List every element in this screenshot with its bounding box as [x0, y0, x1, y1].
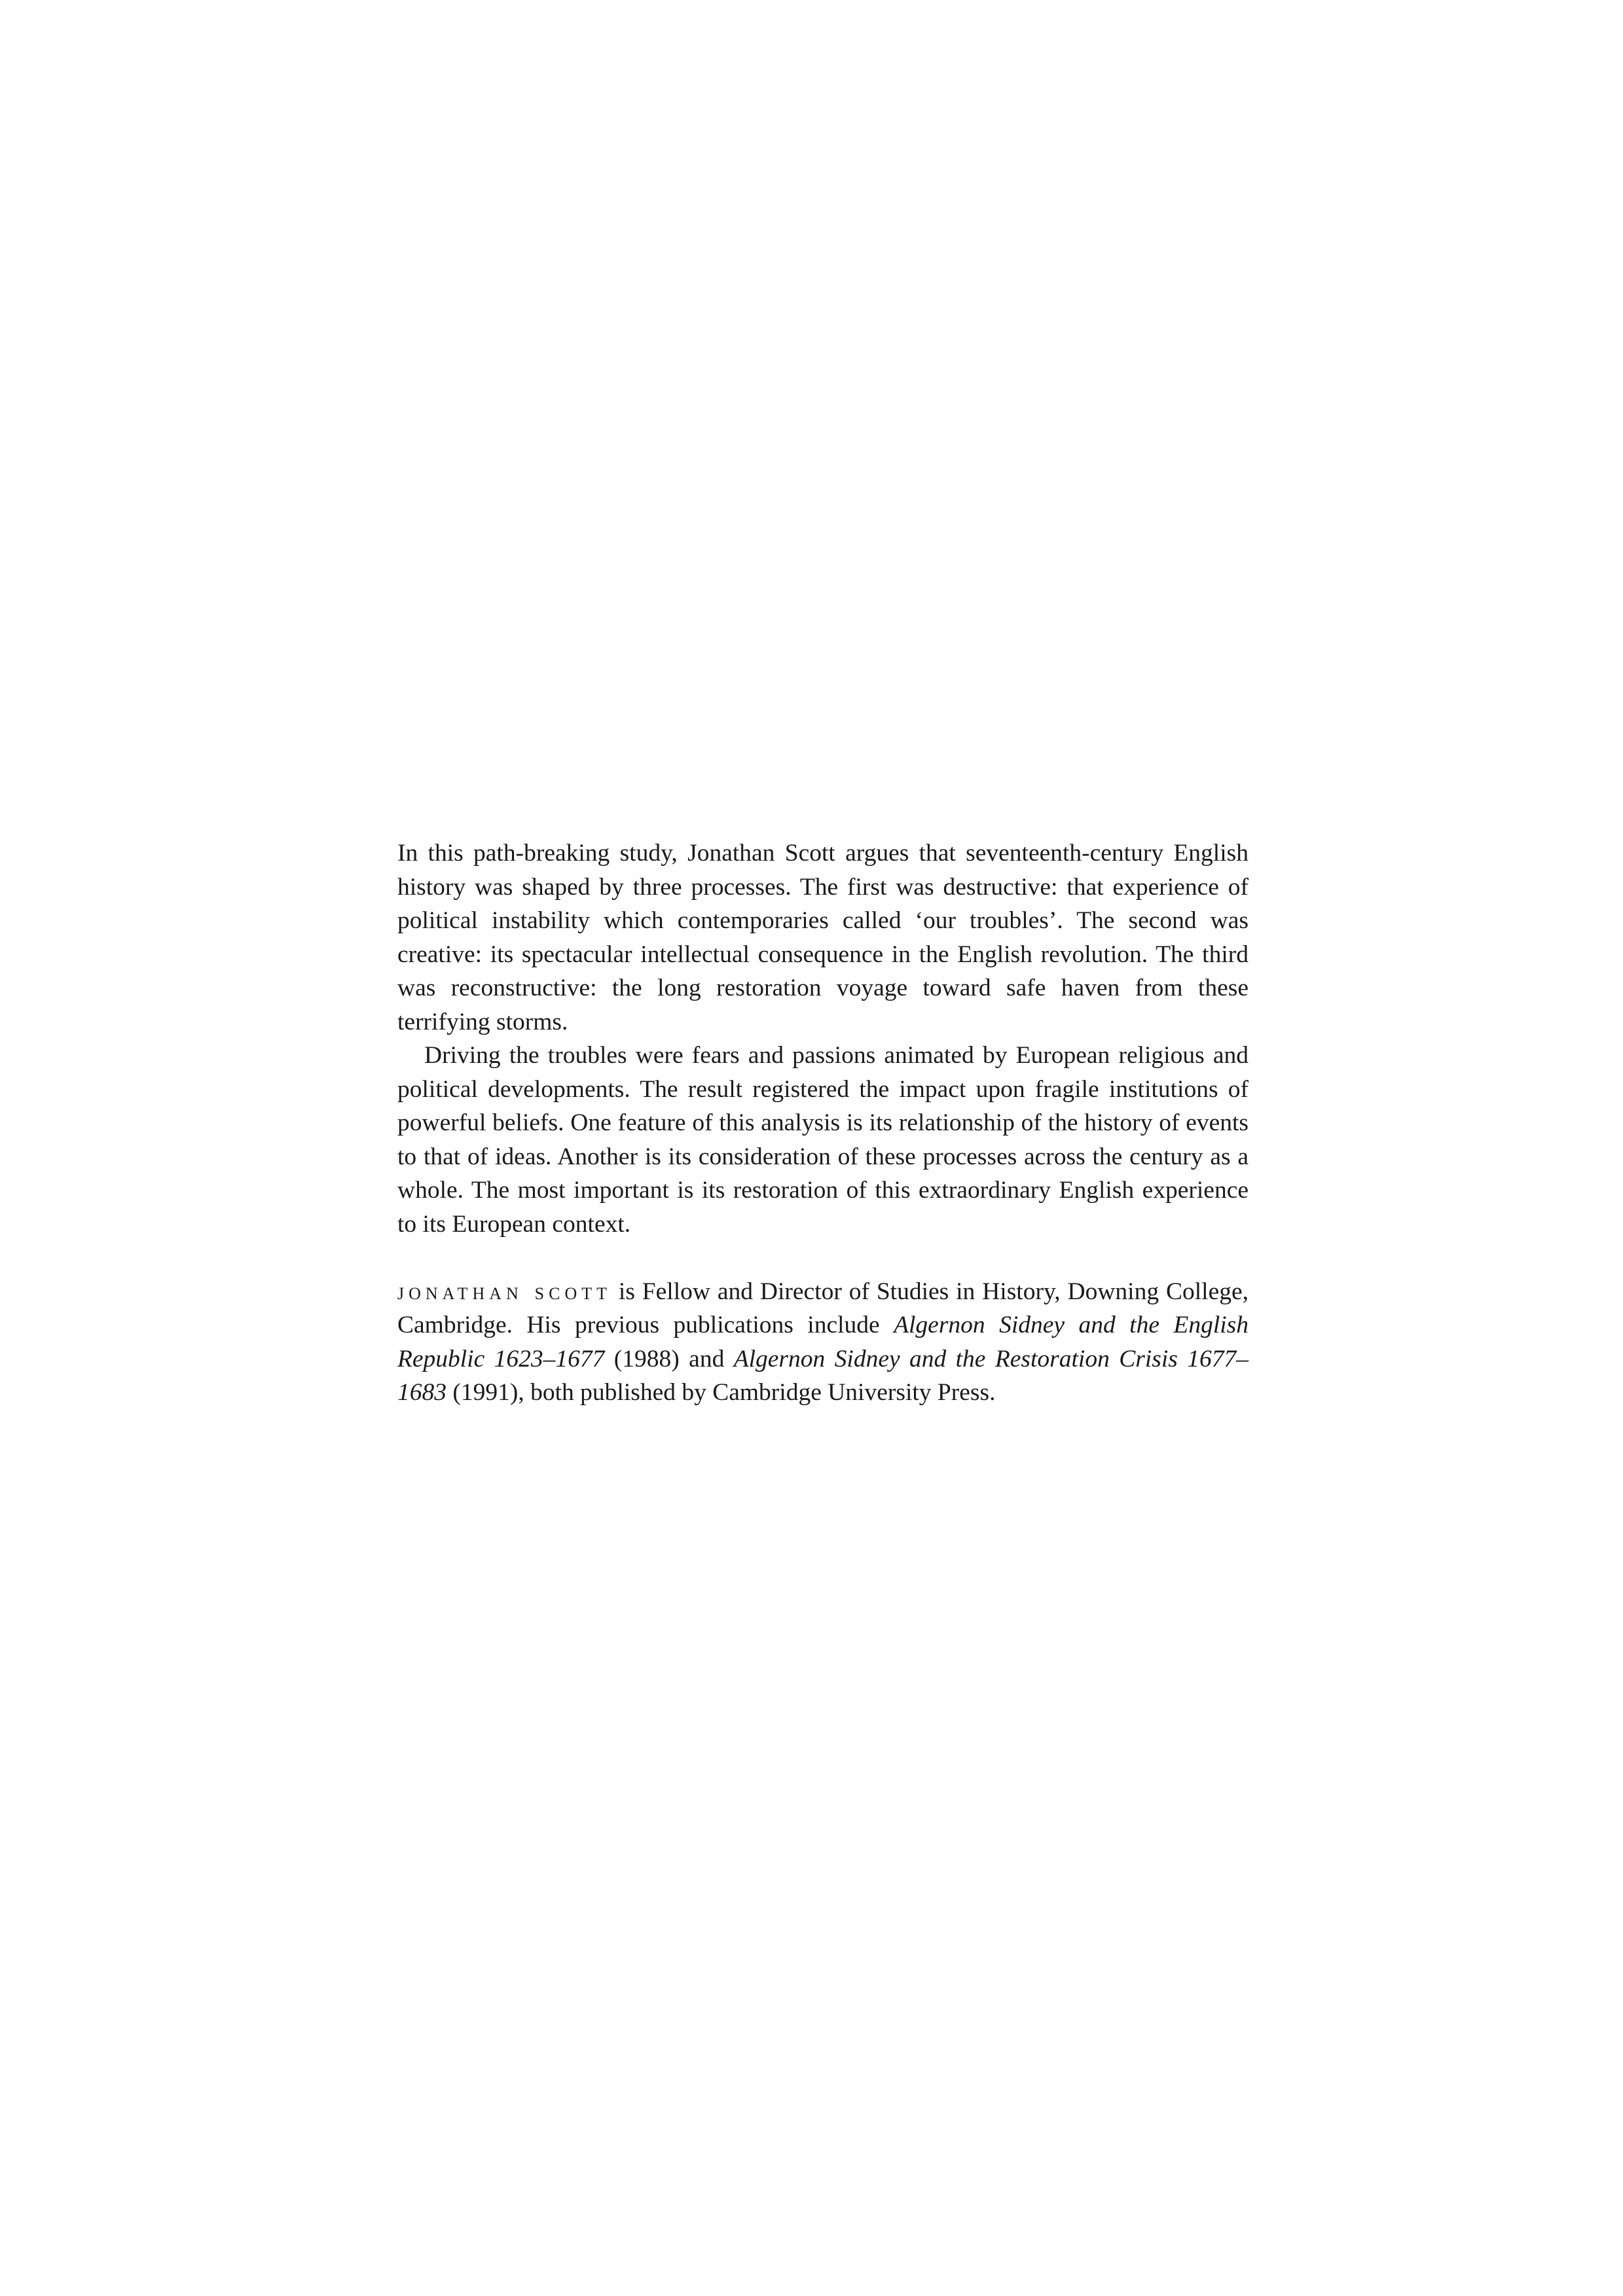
author-bio-text-2: (1988) and: [604, 1345, 734, 1372]
blurb-paragraph-1: In this path-breaking study, Jonathan Scott argues that seventeenth-century English history was shaped by three processes. The first was destructive: that experience of political instability which contemporaries called ‘our troubles’. The second was creative: its spectacular intellectual consequence in the English revolution. The third was reconstructive: the long restoration voyage toward safe haven from these terrifying storms.: [397, 840, 1249, 1035]
author-name: jonathan scott: [397, 1278, 612, 1305]
author-bio-text-3: (1991), both published by Cambridge University Press.: [447, 1379, 996, 1406]
author-bio-text-1: is Fellow and Director of Studies in History, Downing College, Cambridge. His previous publications include: [397, 1278, 1249, 1338]
author-bio: [397, 1275, 1249, 1410]
blurb-paragraph-2: Driving the troubles were fears and passions animated by European religious and political developments. The result registered the impact upon fragile institutions of powerful beliefs. One feature of this analysis is its relationship of the history of events to that of ideas. Another is its consideration of these processes across the century as a whole. The most important is its restoration of this extraordinary English experience to its European context.: [397, 1042, 1249, 1238]
book-title-1: Algernon Sidney and the English Republic 1623–1677: [397, 1312, 1249, 1372]
book-title-2: Algernon Sidney and the Restoration Crisis 1677–1683: [397, 1345, 1249, 1406]
back-cover-text: [397, 836, 1249, 1410]
